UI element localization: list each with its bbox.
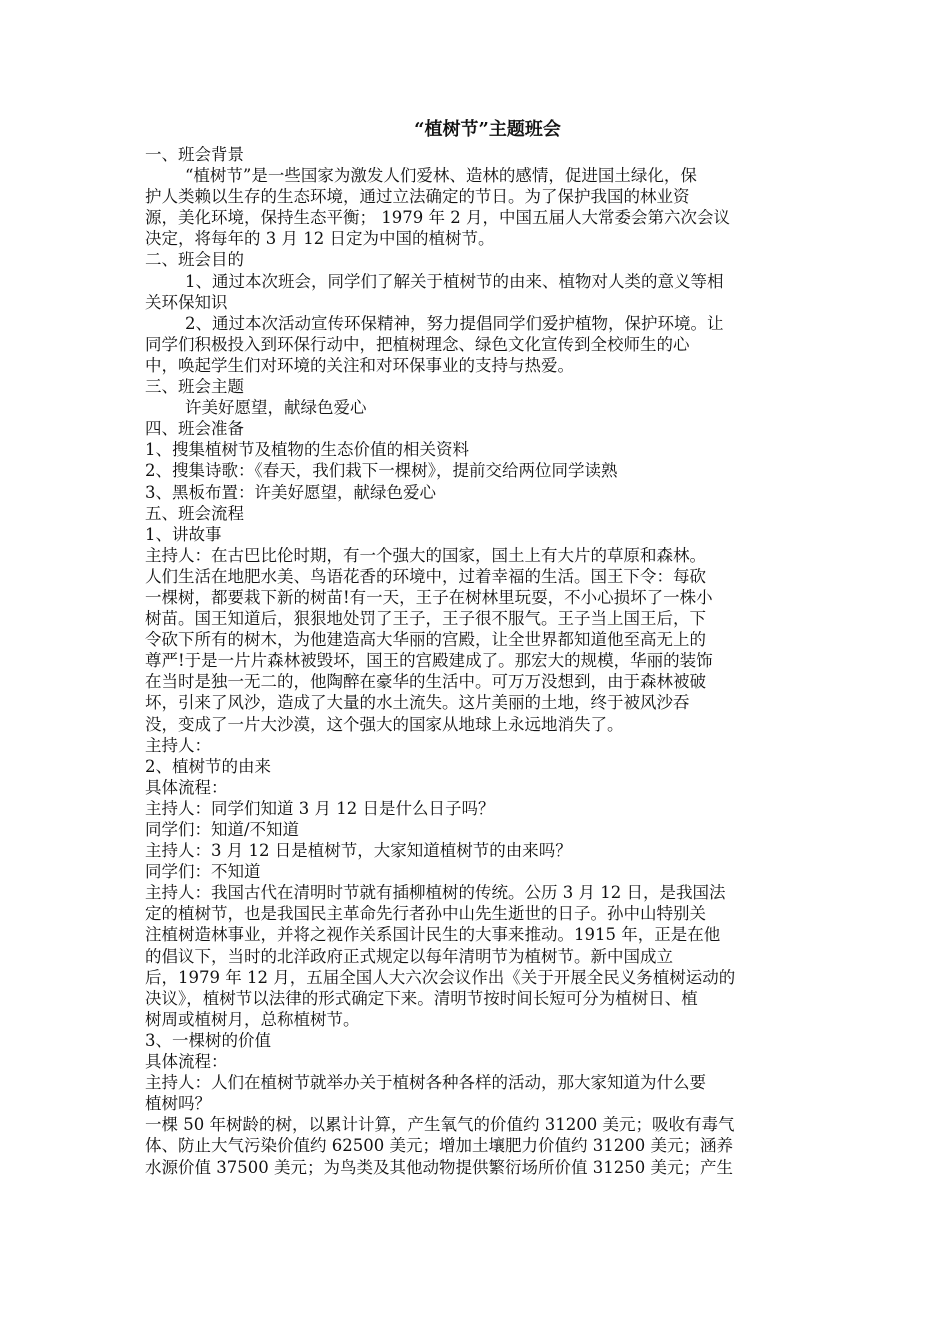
text-line: 主持人： [145, 735, 211, 755]
text-line: 3、黑板布置：许美好愿望，献绿色爱心 [145, 482, 436, 502]
text-line: 具体流程： [145, 777, 228, 797]
document-title: “植树节”主题班会 [414, 119, 561, 140]
text-line: 树周或植树月，总称植树节。 [145, 1009, 360, 1029]
text-line: 主持人：我国古代在清明时节就有插柳植树的传统。公历 3 月 12 日，是我国法 [145, 883, 726, 903]
text-line: 定的植树节，也是我国民主革命先行者孙中山先生逝世的日子。孙中山特别关 [145, 904, 706, 924]
text-line: 2、通过本次活动宣传环保精神，努力提倡同学们爱护植物，保护环境。让 [185, 313, 724, 333]
text-line: 一棵树，都要栽下新的树苗!有一天，王子在树林里玩耍，不小心损坏了一株小 [145, 587, 713, 607]
text-line: 主持人：同学们知道 3 月 12 日是什么日子吗？ [145, 798, 495, 818]
text-line: 三、班会主题 [145, 377, 244, 397]
text-line: 决定，将每年的 3 月 12 日定为中国的植树节。 [145, 229, 495, 249]
text-line: 同学们积极投入到环保行动中，把植树理念、绿色文化宣传到全校师生的心 [145, 334, 690, 354]
text-line: 四、班会准备 [145, 419, 244, 439]
text-line: 令砍下所有的树木，为他建造高大华丽的宫殿，让全世界都知道他至高无上的 [145, 630, 706, 650]
text-line: 一棵 50 年树龄的树，以累计计算，产生氧气的价值约 31200 美元；吸收有毒气 [145, 1115, 735, 1135]
text-line: 在当时是独一无二的，他陶醉在豪华的生活中。可万万没想到，由于森林被破 [145, 672, 706, 692]
text-line: 关环保知识 [145, 292, 228, 312]
text-line: 主持人：在古巴比伦时期，有一个强大的国家，国土上有大片的草原和森林。 [145, 545, 706, 565]
text-line: 2、植树节的由来 [145, 756, 271, 776]
text-line: 注植树造林事业，并将之视作关系国计民生的大事来推动。1915 年，正是在他 [145, 925, 721, 945]
text-line: 人们生活在地肥水美、鸟语花香的环境中，过着幸福的生活。国王下令：每砍 [145, 566, 706, 586]
text-line: 3、一棵树的价值 [145, 1030, 271, 1050]
text-line: 1、搜集植树节及植物的生态价值的相关资料 [145, 440, 469, 460]
text-line: 二、班会目的 [145, 250, 244, 270]
text-line: 坏，引来了风沙，造成了大量的水土流失。这片美丽的土地，终于被风沙吞 [145, 693, 690, 713]
text-line: 植树吗？ [145, 1094, 211, 1114]
text-line: 中，唤起学生们对环境的关注和对环保事业的支持与热爱。 [145, 355, 574, 375]
text-line: 水源价值 37500 美元；为鸟类及其他动物提供繁衍场所价值 31250 美元；产生 [145, 1157, 733, 1177]
document-body [145, 144, 810, 1178]
text-line: 具体流程： [145, 1052, 228, 1072]
document-page [145, 118, 810, 1178]
text-line: 体、防止大气污染价值约 62500 美元；增加土壤肥力价值约 31200 美元；涵养 [145, 1136, 733, 1156]
text-line: 一、班会背景 [145, 145, 244, 164]
text-line: 1、讲故事 [145, 524, 222, 544]
text-line: 同学们：知道/不知道 [145, 820, 300, 839]
text-line: 1、通过本次班会，同学们了解关于植树节的由来、植物对人类的意义等相 [185, 271, 724, 291]
text-line: 2、搜集诗歌：《春天，我们栽下一棵树》，提前交给两位同学读熟 [145, 461, 618, 481]
text-line: 主持人：3 月 12 日是植树节，大家知道植树节的由来吗？ [145, 841, 572, 861]
text-line: 尊严!于是一片片森林被毁坏，国王的宫殿建成了。那宏大的规模，华丽的装饰 [145, 651, 713, 671]
text-line: 许美好愿望，献绿色爱心 [185, 398, 367, 418]
text-line: “植树节”是一些国家为激发人们爱林、造林的感情，促进国土绿化，保 [185, 166, 697, 186]
text-line: 树苗。国王知道后，狠狠地处罚了王子，王子很不服气。王子当上国王后，下 [145, 609, 706, 629]
text-line: 源，美化环境，保持生态平衡； 1979 年 2 月，中国五届人大常委会第六次会议 [145, 208, 730, 228]
text-line: 护人类赖以生存的生态环境，通过立法确定的节日。为了保护我国的林业资 [145, 187, 690, 207]
text-line: 决议》，植树节以法律的形式确定下来。清明节按时间长短可分为植树日、植 [145, 988, 698, 1008]
text-line: 的倡议下，当时的北洋政府正式规定以每年清明节为植树节。新中国成立 [145, 946, 673, 966]
text-line: 同学们：不知道 [145, 862, 261, 882]
text-line: 没，变成了一片大沙漠，这个强大的国家从地球上永远地消失了。 [145, 714, 624, 734]
text-line: 主持人：人们在植树节就举办关于植树各种各样的活动，那大家知道为什么要 [145, 1073, 706, 1093]
text-line: 后，1979 年 12 月，五届全国人大六次会议作出《关于开展全民义务植树运动的 [145, 967, 736, 987]
text-line: 五、班会流程 [145, 503, 244, 523]
